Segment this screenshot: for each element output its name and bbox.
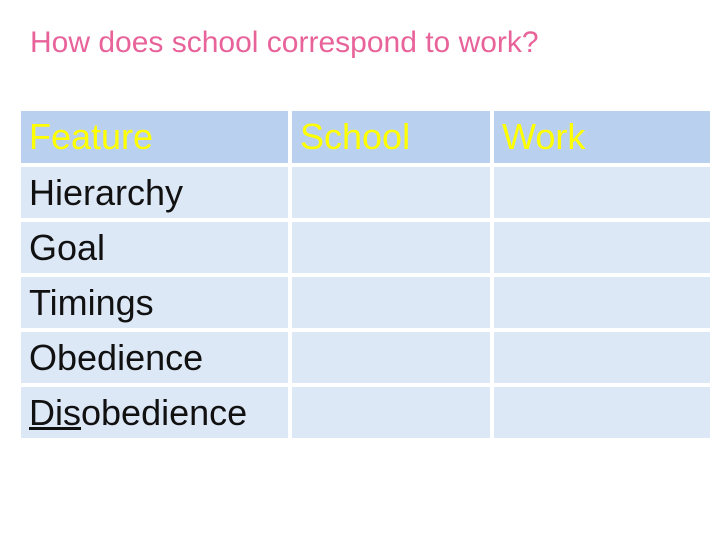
feature-cell: Timings [19,275,290,330]
feature-cell: Goal [19,220,290,275]
feature-cell: Obedience [19,330,290,385]
school-cell [290,165,492,220]
school-cell [290,275,492,330]
table-row [19,275,712,330]
feature-cell [19,385,290,440]
feature-cell: Hierarchy [19,165,290,220]
header-work: Work [492,109,712,165]
work-cell [492,275,712,330]
school-cell [290,220,492,275]
table-header-row [19,109,712,165]
table-row [19,330,712,385]
header-school: School [290,109,492,165]
work-cell [492,220,712,275]
comparison-table [19,109,712,440]
work-cell [492,165,712,220]
work-cell [492,385,712,440]
school-cell [290,385,492,440]
header-feature: Feature [19,109,290,165]
table-row [19,165,712,220]
school-cell [290,330,492,385]
feature-rest: obedience [81,391,248,433]
work-cell [492,330,712,385]
feature-prefix-underlined: Dis [29,391,81,433]
table-row [19,385,712,440]
table-row [19,220,712,275]
slide-title: How does school correspond to work? [30,26,539,59]
